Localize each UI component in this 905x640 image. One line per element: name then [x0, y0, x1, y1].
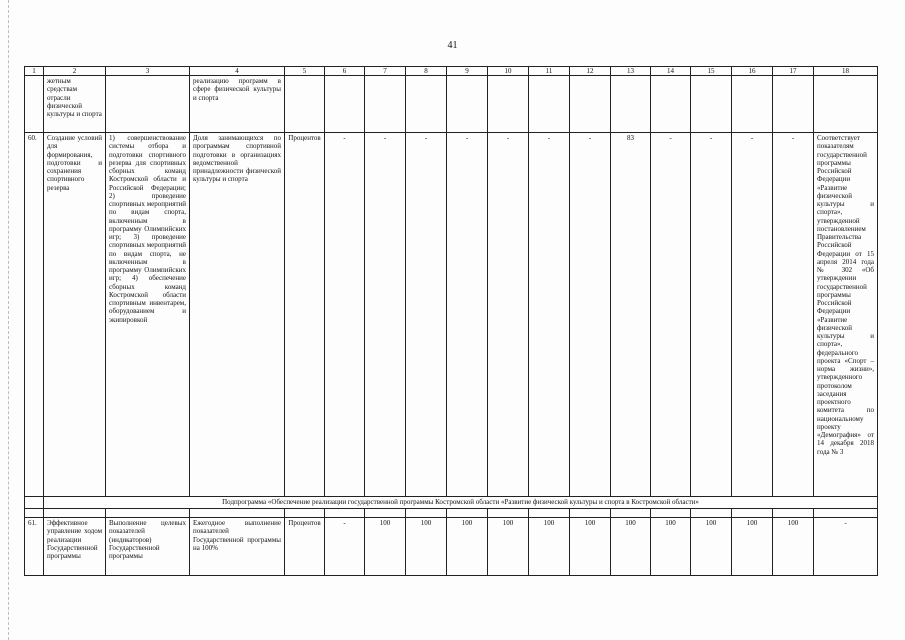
- continuation-indicator: реализацию программ в сфере физической культуры и спорта: [190, 76, 285, 133]
- value-cell: -: [773, 133, 814, 497]
- value-cell: -: [732, 133, 773, 497]
- value-cell: 100: [651, 518, 691, 576]
- col-num-15: 15: [691, 67, 732, 76]
- col-num-6: 6: [325, 67, 365, 76]
- col-num-18: 18: [814, 67, 878, 76]
- value-cell: -: [651, 133, 691, 497]
- row-indicator: Ежегодное выполнение показателей Государственной программы на 100%: [190, 518, 285, 576]
- row-number: 60.: [25, 133, 44, 497]
- value-cell: 100: [406, 518, 447, 576]
- col-num-4: 4: [190, 67, 285, 76]
- value-cell: -: [365, 133, 406, 497]
- value-cell: -: [488, 133, 529, 497]
- col-num-12: 12: [570, 67, 611, 76]
- value-cell: 100: [365, 518, 406, 576]
- row-actions: Выполнение целевых показателей (индикаторов) Государственной программы: [106, 518, 190, 576]
- page-number: 41: [447, 40, 458, 51]
- row-unit: Процентов: [285, 518, 325, 576]
- value-cell: -: [325, 133, 365, 497]
- subprogram-row: [25, 497, 878, 509]
- value-cell: 100: [529, 518, 570, 576]
- row-indicator: Доля занимающихся по программам спортивной подготовки в организациях ведомственной принадлежности физической культуры и спорта: [190, 133, 285, 497]
- value-cell: -: [447, 133, 488, 497]
- page-margin-line: [8, 0, 9, 640]
- col-num-10: 10: [488, 67, 529, 76]
- continuation-goal: жетным средствам отрасли физической культуры и спорта: [44, 76, 106, 133]
- col-num-2: 2: [44, 67, 106, 76]
- indicators-table: [24, 66, 878, 576]
- spacer-row: [25, 509, 878, 518]
- col-num-17: 17: [773, 67, 814, 76]
- value-cell: -: [406, 133, 447, 497]
- row-goal: Эффективное управление ходом реализации Государственной программы: [44, 518, 106, 576]
- row-goal: Создание условий для формирования, подготовки и сохранения спортивного резерва: [44, 133, 106, 497]
- value-cell: 100: [773, 518, 814, 576]
- col-num-3: 3: [106, 67, 190, 76]
- value-cell: 100: [611, 518, 651, 576]
- value-cell: 100: [570, 518, 611, 576]
- col-num-8: 8: [406, 67, 447, 76]
- row-number: 61.: [25, 518, 44, 576]
- row-unit: Процентов: [285, 133, 325, 497]
- value-cell: -: [325, 518, 365, 576]
- value-cell: -: [529, 133, 570, 497]
- col-num-9: 9: [447, 67, 488, 76]
- column-number-row: [25, 67, 878, 76]
- value-cell: 100: [691, 518, 732, 576]
- table-row-continuation: [25, 76, 878, 133]
- col-num-7: 7: [365, 67, 406, 76]
- value-cell: 100: [732, 518, 773, 576]
- col-num-1: 1: [25, 67, 44, 76]
- row-actions: 1) совершенствование системы отбора и подготовки спортивного резерва для спортивных сборных команд Костромской области и Российской Федерации; 2) проведение спортивных мероприятий по видам спорта, включенным в программу Олимпийских игр; 3) проведение спортивных мероприятий по видам спорта, не включенным в программу Олимпийских игр; 4) обеспечение сборных команд Костромской области спортивным инвентарем, оборудованием и экипировкой: [106, 133, 190, 497]
- col-num-11: 11: [529, 67, 570, 76]
- value-cell: 100: [488, 518, 529, 576]
- value-cell: -: [570, 133, 611, 497]
- value-cell: -: [691, 133, 732, 497]
- subprogram-title: Подпрограмма «Обеспечение реализации государственной программы Костромской области «Развитие физической культуры и спорта в Костромской области»: [44, 497, 878, 509]
- col-num-14: 14: [651, 67, 691, 76]
- col-num-5: 5: [285, 67, 325, 76]
- table-row-61: [25, 518, 878, 576]
- row-note: Соответствует показателям государственной программы Российской Федерации «Развитие физической культуры и спорта», утвержденной постановлением Правительства Российской Федерации от 15 апреля 2014 года № 302 «Об утверждении государственной программы Российской Федерации «Развитие физической культуры и спорта», федерального проекта «Спорт – норма жизни», утвержденного протоколом заседания проектного комитета по национальному проекту «Демография» от 14 декабря 2018 года № 3: [814, 133, 878, 497]
- value-cell: 100: [447, 518, 488, 576]
- col-num-13: 13: [611, 67, 651, 76]
- col-num-16: 16: [732, 67, 773, 76]
- table-row-60: [25, 133, 878, 497]
- row-note: -: [814, 518, 878, 576]
- value-cell: 83: [611, 133, 651, 497]
